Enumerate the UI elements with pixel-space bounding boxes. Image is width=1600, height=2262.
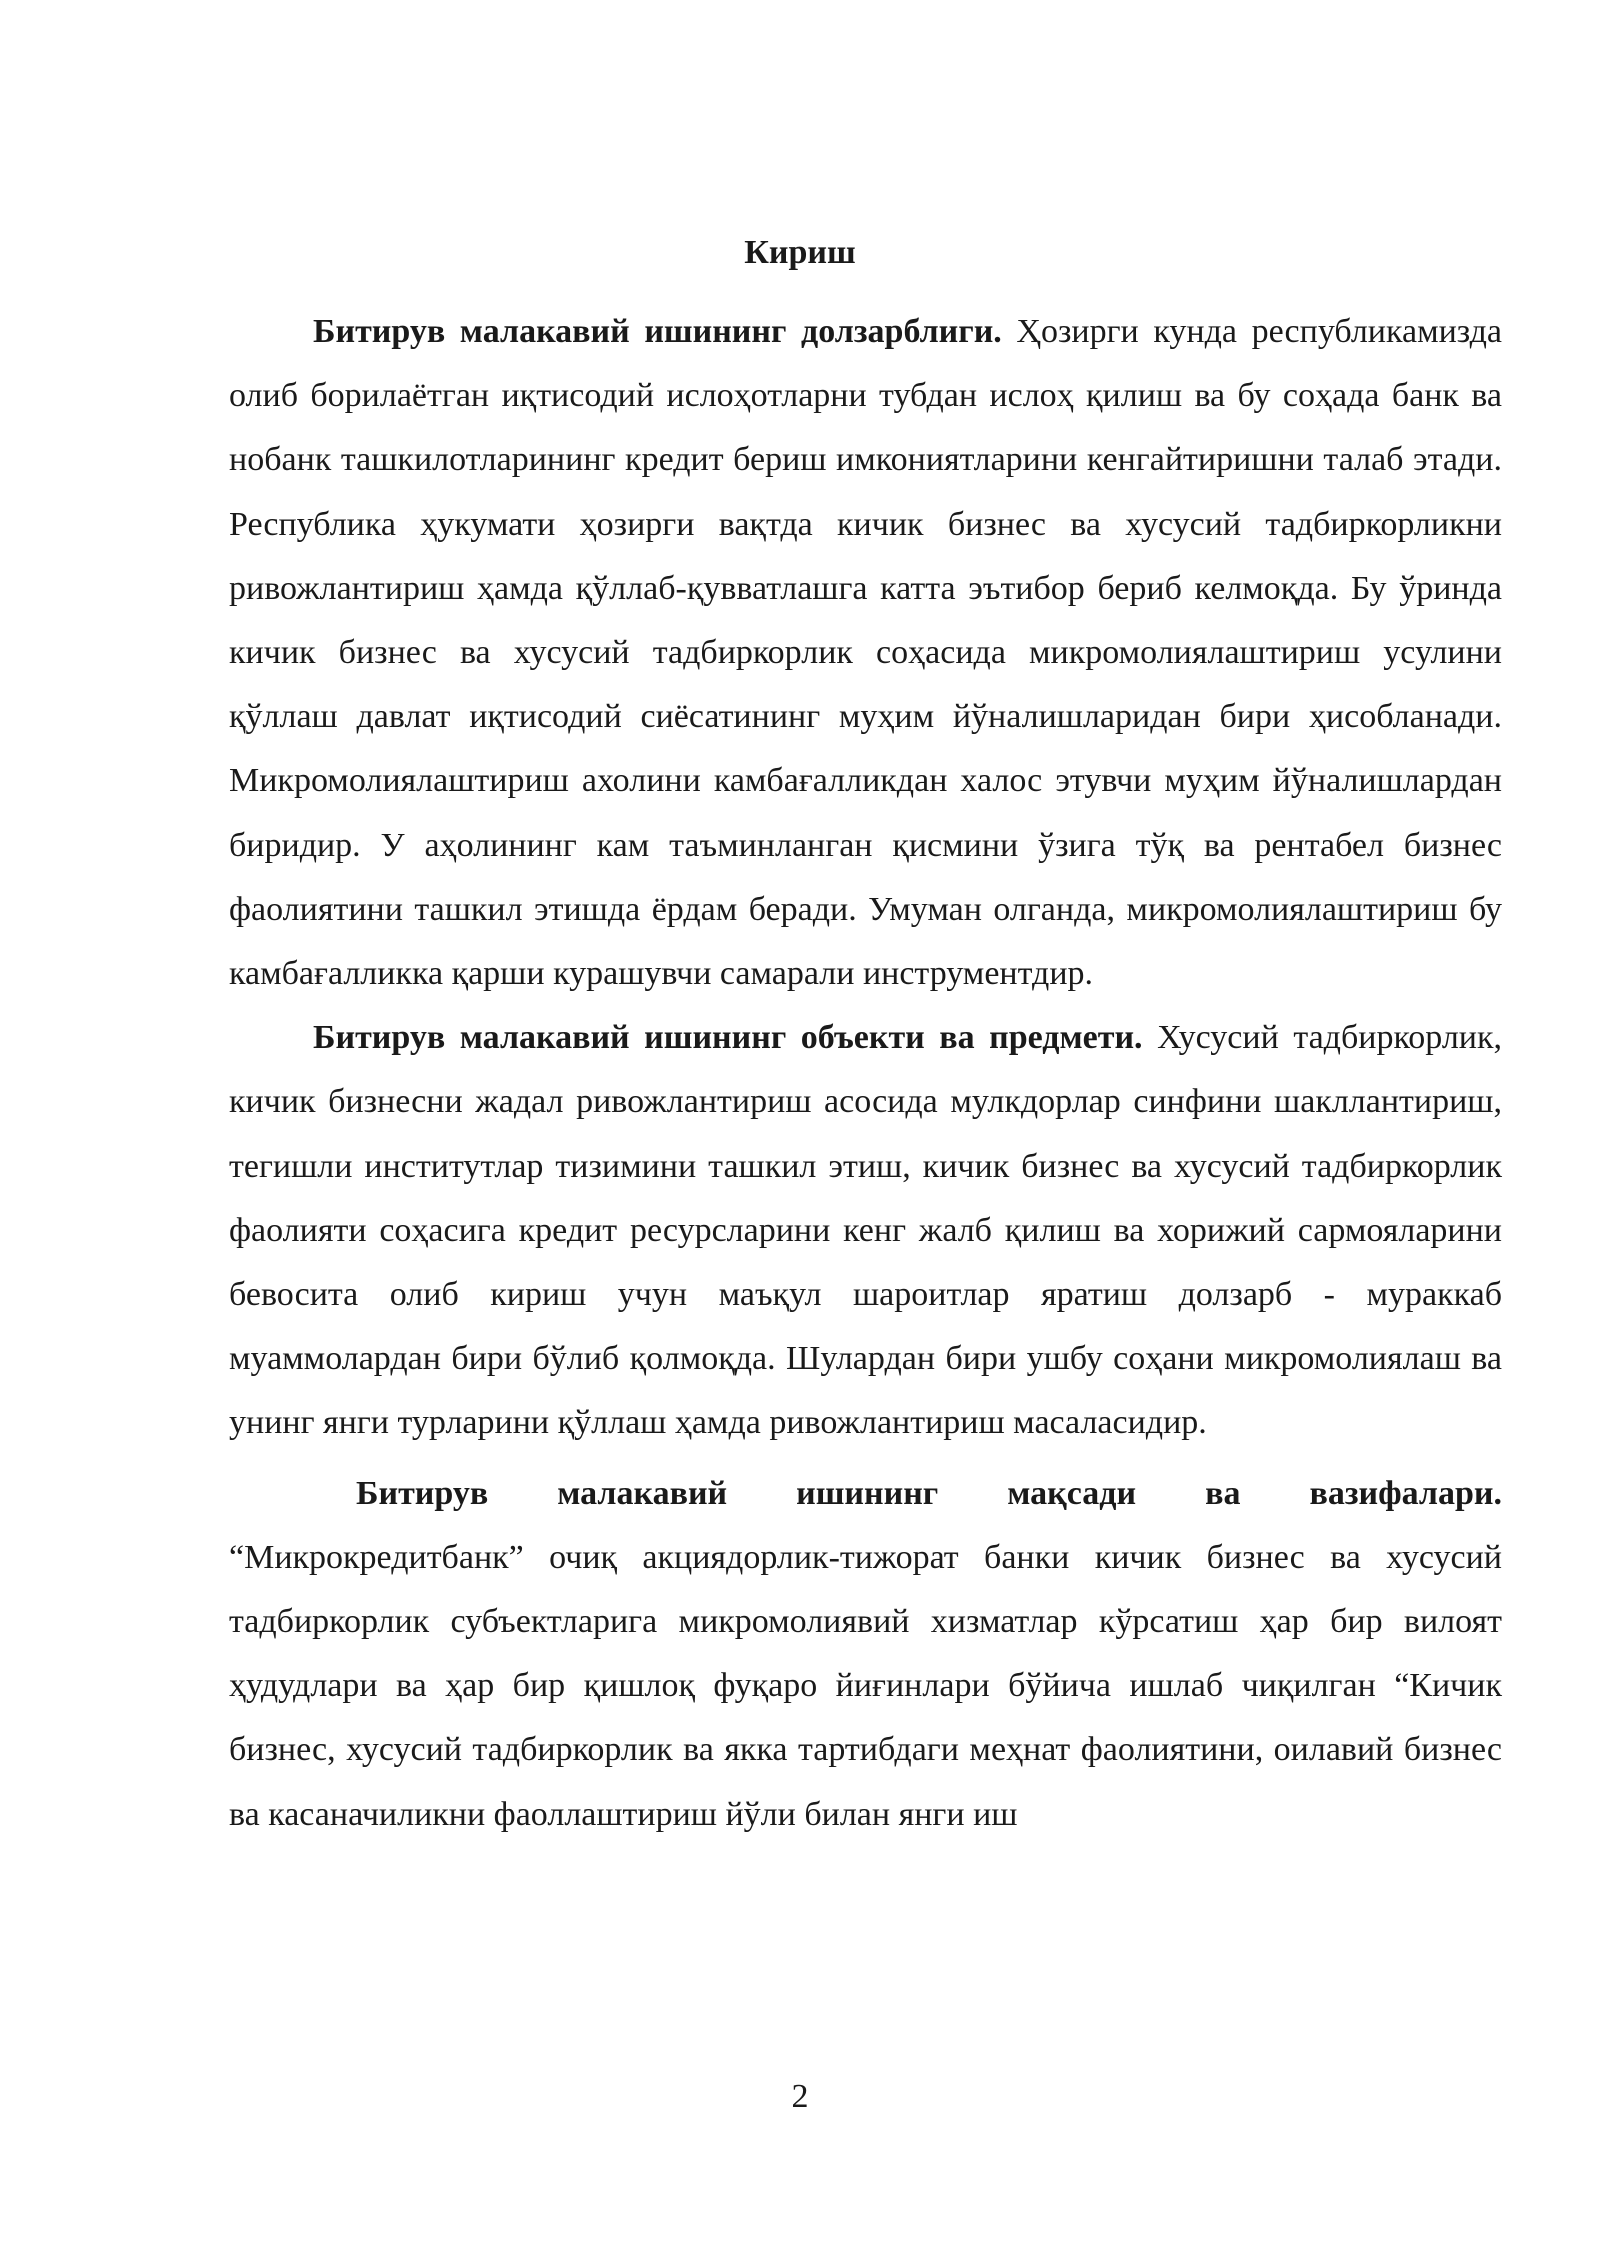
paragraph-object-subject [229,1006,1502,1455]
paragraph-heading-goals-tasks: Битирув малакавий ишининг мақсади ва вазифалари. [356,1474,1502,1512]
document-body [229,300,1502,1847]
paragraph-goals-tasks [229,1462,1502,1847]
paragraph-text-object-subject: Хусусий тадбиркорлик, кичик бизнесни жадал ривожлантириш асосида мулкдорлар синфини шакллантириш, тегишли институтлар тизимини ташкил этиш, кичик бизнес ва хусусий тадбиркорлик фаолияти соҳасига кредит ресурсларини кенг жалб қилиш ва хорижий сармояларини бевосита олиб кириш учун маъқул шароитлар яратиш долзарб - мураккаб муаммолардан бири бўлиб қолмоқда. Шулардан бири ушбу соҳани микромолиялаш ва унинг янги турларини қўллаш ҳамда ривожлантириш масаласидир. [229,1019,1503,1442]
paragraph-heading-relevance: Битирув малакавий ишининг долзарблиги. [313,313,1002,350]
paragraph-text-relevance: Ҳозирги кунда республикамизда олиб борилаётган иқтисодий ислоҳотларни тубдан ислоҳ қилиш ва бу соҳада банк ва нобанк ташкилотларининг кредит бериш имкониятларини кенгайтиришни талаб этади. Республика ҳукумати ҳозирги вақтда кичик бизнес ва хусусий тадбиркорликни ривожлантириш ҳамда қўллаб-қувватлашга катта эътибор бериб келмоқда. Бу ўринда кичик бизнес ва хусусий тадбиркорлик соҳасида микромолиялаштириш усулини қўллаш давлат иқтисодий сиёсатининг муҳим йўналишларидан бири ҳисобланади. Микромолиялаштириш ахолини камбағалликдан халос этувчи муҳим йўналишлардан биридир. У аҳолининг кам таъминланган қисмини ўзига тўқ ва рентабел бизнес фаолиятини ташкил этишда ёрдам беради. Умуман олганда, микромолиялаштириш бу камбағалликка қарши курашувчи самарали инструментдир. [229,313,1503,993]
paragraph-text-goals-tasks: “Микрокредитбанк” очиқ акциядорлик-тижорат банки кичик бизнес ва хусусий тадбиркорлик субъектларига микромолиявий хизматлар кўрсатиш ҳар бир вилоят ҳудудлари ва ҳар бир қишлоқ фуқаро йиғинлари бўйича ишлаб чиқилган “Кичик бизнес, хусусий тадбиркорлик ва якка тартибдаги меҳнат фаолиятини, оилавий бизнес ва касаначиликни фаоллаштириш йўли билан янги иш [229,1538,1502,1833]
paragraph-relevance [229,300,1502,1006]
page-title: Кириш [744,234,856,271]
paragraph-heading-object-subject: Битирув малакавий ишининг объекти ва предмети. [313,1019,1143,1057]
page-number: 2 [791,2078,809,2115]
